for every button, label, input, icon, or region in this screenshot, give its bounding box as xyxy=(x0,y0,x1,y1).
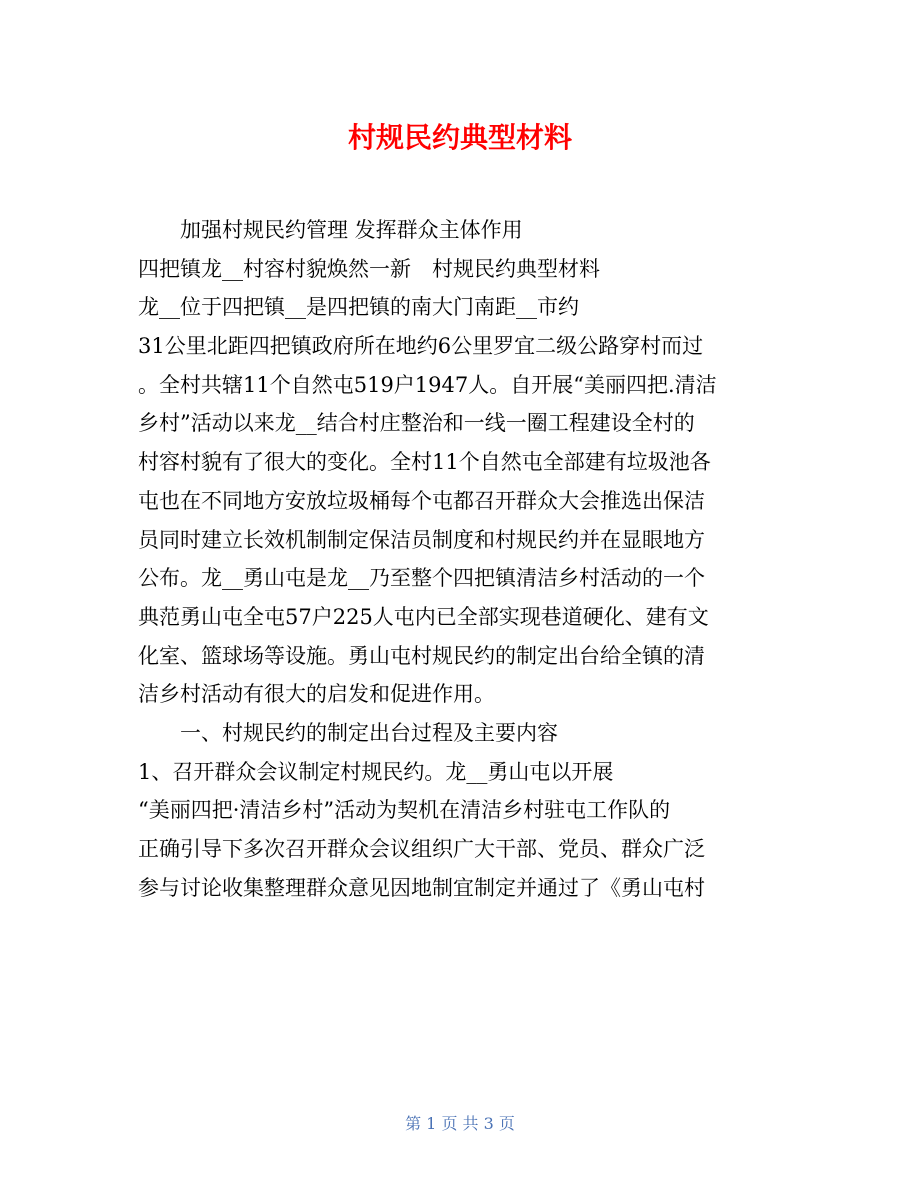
paragraph-line: 公布。龙__勇山屯是龙__乃至整个四把镇清洁乡村活动的一个 xyxy=(138,566,705,591)
paragraph-line: 。全村共辖11个自然屯519户1947人。自开展“美丽四把.清洁 xyxy=(138,372,717,397)
paragraph-line: 洁乡村活动有很大的启发和促进作用。 xyxy=(138,682,495,707)
paragraph-line: 典范勇山屯全屯57户225人屯内已全部实现巷道硬化、建有文 xyxy=(138,604,709,629)
paragraph-line: 加强村规民约管理 发挥群众主体作用 xyxy=(180,218,523,242)
paragraph-line: 员同时建立长效机制制定保洁员制度和村规民约并在显眼地方 xyxy=(138,527,705,552)
section-heading: 一、村规民约的制定出台过程及主要内容 xyxy=(180,720,558,745)
paragraph-line: 乡村”活动以来龙__结合村庄整治和一线一圈工程建设全村的 xyxy=(138,411,695,436)
paragraph-line: 31公里北距四把镇政府所在地约6公里罗宜二级公路穿村而过 xyxy=(138,334,704,359)
page-footer: 第 1 页 共 3 页 xyxy=(405,1114,515,1133)
paragraph-line: 村容村貌有了很大的变化。全村11个自然屯全部建有垃圾池各 xyxy=(138,450,711,475)
paragraph-line: 龙__位于四把镇__是四把镇的南大门南距__市约 xyxy=(138,295,579,320)
paragraph-line: 屯也在不同地方安放垃圾桶每个屯都召开群众大会推选出保洁 xyxy=(138,488,705,513)
paragraph-line: 1、召开群众会议制定村规民约。龙__勇山屯以开展 xyxy=(138,759,614,784)
paragraph-line: 参与讨论收集整理群众意见因地制宜制定并通过了《勇山屯村 xyxy=(138,875,705,900)
document-title: 村规民约典型材料 xyxy=(347,121,572,154)
paragraph-line: 化室、篮球场等设施。勇山屯村规民约的制定出台给全镇的清 xyxy=(138,643,705,668)
document-body xyxy=(138,211,788,907)
paragraph-line: 正确引导下多次召开群众会议组织广大干部、党员、群众广泛 xyxy=(138,837,705,861)
paragraph-line: “美丽四把·清洁乡村”活动为契机在清洁乡村驻屯工作队的 xyxy=(138,798,671,823)
paragraph-line: 四把镇龙__村容村貌焕然一新 村规民约典型材料 xyxy=(138,256,600,281)
